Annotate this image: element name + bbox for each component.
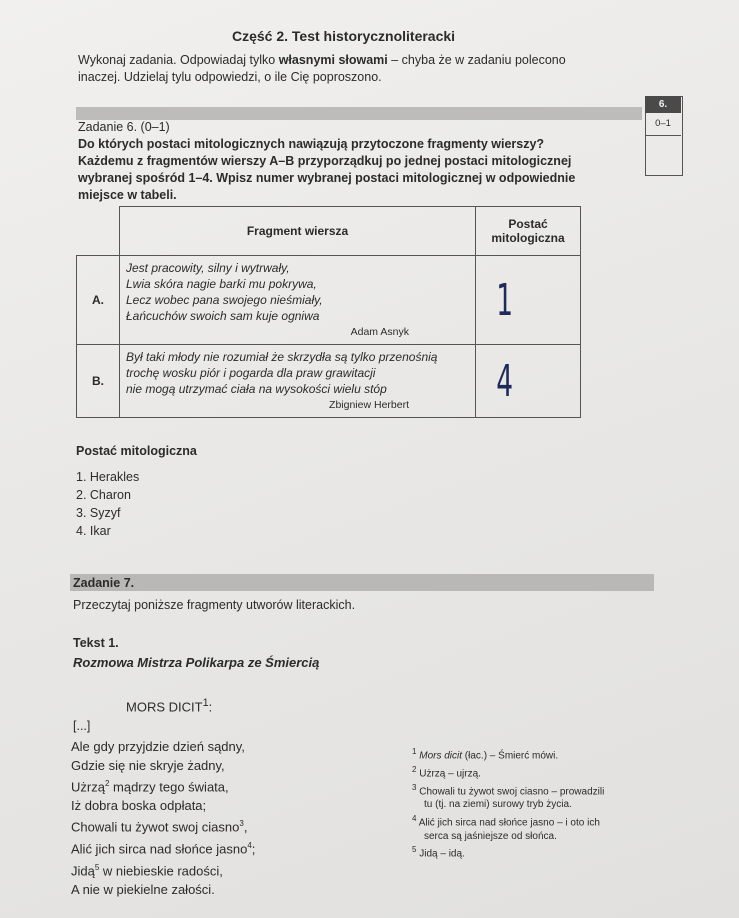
mors-colon: : (208, 699, 213, 715)
fragment-line: Lwia skóra nagie barki mu pokrywa, (126, 277, 317, 291)
footnote-continuation: serca są jaśniejsze od słońca. (424, 830, 557, 842)
fragment-line: Jest pracowity, silny i wytrwały, (126, 261, 290, 275)
handwritten-answer: 1 (496, 274, 513, 326)
text-label: Tekst 1. (73, 636, 119, 650)
table-row (77, 256, 581, 345)
footnote-number: 4 (412, 813, 417, 823)
fragment-line: nie mogą utrzymać ciała na wysokości wielu stóp (126, 382, 387, 396)
list-item: 3. Syzyf (76, 506, 121, 520)
answer-cell[interactable] (476, 345, 581, 418)
score-task-number: 6. (645, 96, 681, 113)
footnote-text: Chowali tu żywot swoj ciasno – prowadzili (419, 785, 605, 797)
row-label: A. (77, 256, 120, 345)
intro-line-2: inaczej. Udzielaj tylu odpowiedzi, o ile Cię poproszono. (78, 70, 382, 84)
footnote-number: 5 (412, 845, 417, 855)
poem-text: ; (251, 841, 256, 857)
header-myth-line: Postać (508, 217, 548, 231)
poem-line: Ale gdy przyjdzie dzień sądny, (71, 739, 245, 754)
poem-line (71, 859, 255, 881)
fragment-line: Łańcuchów swoich sam kuje ogniwa (126, 309, 320, 323)
footnote-ref: 5 (94, 862, 100, 872)
task6-title: Zadanie 6. (0–1) (78, 120, 170, 134)
poem-line (71, 837, 255, 859)
poem-text: w niebieskie radości, (99, 863, 223, 879)
intro-text: Wykonaj zadania. Odpowiadaj tylko (78, 53, 279, 67)
footnote-text: Alić jich sirca nad słońce jasno – i oto ich (418, 817, 600, 829)
footnote-number: 1 (412, 747, 417, 756)
score-range: 0–1 (645, 113, 681, 136)
task7-instruction: Przeczytaj poniższe fragmenty utworów literackich. (73, 598, 356, 612)
options-list (76, 468, 139, 540)
intro-emphasis: własnymi słowami (278, 53, 388, 67)
footnote-text: Jidą – idą. (419, 848, 465, 860)
footnote-text: Użrzą – ujrzą. (419, 768, 481, 780)
footnote-ref: 1 (202, 697, 209, 709)
task6-question (78, 119, 638, 204)
table-corner (77, 207, 120, 256)
footnote-ref: 2 (104, 779, 110, 788)
task7-title: Zadanie 7. (73, 576, 135, 590)
list-item: 1. Herakles (76, 470, 140, 484)
poem-line: A nie w piekielne załości. (71, 881, 215, 897)
fragment-line: Był taki młody nie rozumiał że skrzydła są tylko przenośnią (126, 350, 438, 364)
poem-text: Jidą (71, 863, 95, 879)
task7-header-bar (70, 574, 654, 591)
table-header-row (77, 207, 581, 256)
header-myth (476, 207, 581, 256)
poem-text: Chowali tu żywot swoj ciasno (71, 819, 240, 835)
question-line: miejsce w tabeli. (78, 188, 177, 202)
list-item: 4. Ikar (76, 524, 111, 538)
header-myth-line: mitologiczna (491, 231, 565, 245)
footnote-ref: 3 (239, 819, 244, 829)
footnote-number: 2 (412, 764, 417, 774)
poem-line: Gdzie się nie skryje żadny, (71, 757, 225, 773)
footnote (412, 781, 662, 799)
poem-text: , (243, 819, 248, 835)
footnote-number: 3 (412, 782, 417, 792)
question-line: Każdemu z fragmentów wierszy A–B przyporządkuj po jednej postaci mitologicznej (78, 154, 572, 168)
list-item: 2. Charon (76, 488, 131, 502)
footnote-text: (łac.) – Śmierć mówi. (462, 750, 559, 762)
fragment-line: trochę wosku piór i pogarda dla praw grawitacji (126, 366, 376, 380)
question-line: Do których postaci mitologicznych nawiązują przytoczone fragmenty wierszy? (78, 137, 545, 151)
poem-title: Rozmowa Mistrza Polikarpa ze Śmiercią (73, 655, 320, 670)
page-title: Część 2. Test historycznoliteracki (232, 28, 456, 44)
footnote-ref: 4 (247, 841, 252, 851)
header-fragment: Fragment wiersza (120, 207, 476, 256)
intro-line-1 (78, 52, 638, 69)
handwritten-answer: 4 (496, 355, 513, 407)
ellipsis: [...] (73, 719, 91, 733)
poem-text: mądrzy tego świata, (109, 779, 229, 795)
footnote-term: Mors dicit (419, 750, 463, 762)
table-row (77, 345, 581, 418)
footnote (412, 745, 662, 763)
fragment-cell (120, 256, 476, 345)
footnote (412, 763, 662, 781)
poem-text: Użrzą (71, 779, 105, 795)
poem-text: Alić jich sirca nad słońce jasno (71, 841, 248, 857)
footnotes (412, 745, 662, 861)
intro-text: – chyba że w zadaniu polecono (387, 53, 566, 67)
poem-line (71, 815, 255, 837)
footnote-continuation: tu (tj. na ziemi) surowy tryb życia. (424, 799, 572, 811)
footnote (412, 812, 662, 830)
answer-cell[interactable] (476, 256, 581, 345)
mors-text: MORS DICIT (126, 699, 203, 715)
row-label: B. (77, 345, 120, 418)
mors-dicit (126, 697, 212, 714)
options-heading: Postać mitologiczna (76, 444, 197, 458)
fragment-author: Zbigniew Herbert (329, 399, 409, 411)
poem-body (71, 738, 255, 899)
poem-line: Iż dobra boska odpłata; (71, 797, 207, 813)
poem-line (71, 775, 255, 797)
fragment-line: Lecz wobec pana swojego nieśmiały, (126, 293, 323, 307)
question-line: wybranej spośród 1–4. Wpisz numer wybranej postaci mitologicznej w odpowiednie (78, 171, 576, 185)
footnote (412, 843, 662, 861)
intro-instructions (78, 52, 638, 86)
fragments-table (76, 206, 581, 418)
fragment-cell (120, 345, 476, 418)
fragment-author: Adam Asnyk (350, 326, 409, 338)
